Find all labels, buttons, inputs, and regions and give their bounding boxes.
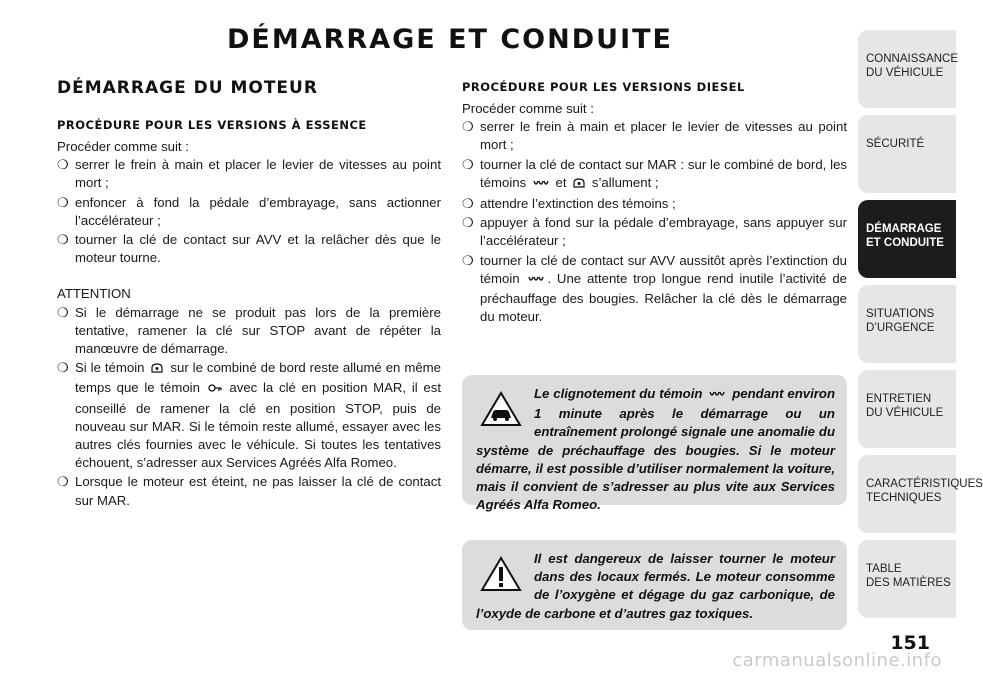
bullet-icon: ❍	[57, 232, 69, 248]
list-item: ❍ appuyer à fond sur la pédale d’embrayage, sans appuyer sur l’accélérateur ;	[462, 215, 847, 249]
bullet-icon: ❍	[57, 157, 69, 173]
list-item: ❍ serrer le frein à main et placer le levier de vitesses au point mort ;	[57, 157, 441, 191]
page-number: 151	[890, 632, 930, 654]
bullet-icon: ❍	[462, 252, 474, 268]
left-column	[57, 78, 441, 511]
subsection-title-diesel: PROCÉDURE POUR LES VERSIONS DIESEL	[462, 80, 745, 94]
caution-note-text: Le clignotement du témoin pendant environ 1 minute après le démarrage ou un entraînement prolongé signale une anomalie du système de préchauffage des bougies. Si le moteur démarre, il est possible d’utiliser normalement la voiture, mais il convient de s’adresser au plus vite aux Services Agréés Alfa Romeo.	[476, 386, 836, 513]
sidebar-item-securite[interactable]: SÉCURITÉ	[858, 115, 956, 193]
glow-plug-icon	[532, 176, 550, 194]
bullet-icon: ❍	[57, 360, 69, 376]
sidebar-item-entretien[interactable]: ENTRETIEN DU VÉHICULE	[858, 370, 956, 448]
sidebar-item-demarrage[interactable]: DÉMARRAGE ET CONDUITE	[858, 200, 956, 278]
watermark: carmanualsonline.info	[732, 650, 942, 671]
bullet-icon: ❍	[462, 196, 474, 212]
list-item: ❍ Si le témoin sur le combiné de bord reste allumé en même temps que le témoin avec la clé en position MAR, il est conseillé de ramener la clé en position STOP, puis de nouveau sur MAR. Si le témoin reste allumé, essayer avec les autres clés fournies avec le véhicule. Si toutes les tentatives échouent, s’adresser aux Services Agréés Alfa Romeo.	[57, 360, 441, 471]
bullet-icon: ❍	[57, 304, 69, 320]
list-item: ❍ tourner la clé de contact sur AVV et la relâcher dès que le moteur tourne.	[57, 232, 441, 266]
list-item: ❍ Lorsque le moteur est éteint, ne pas laisser la clé de contact sur MAR.	[57, 474, 441, 508]
right-column	[462, 80, 847, 327]
intro-text: Procéder comme suit :	[57, 139, 189, 154]
glow-plug-icon	[527, 272, 545, 290]
key-icon	[208, 381, 222, 399]
list-item: ❍ serrer le frein à main et placer le levier de vitesses au point mort ;	[462, 119, 847, 153]
sidebar-item-connaissance[interactable]: CONNAISSANCE DU VÉHICULE	[858, 30, 956, 108]
list-item: ❍ enfoncer à fond la pédale d’embrayage, sans actionner l’accélérateur ;	[57, 194, 441, 228]
sidebar-item-situations[interactable]: SITUATIONS D’URGENCE	[858, 285, 956, 363]
caution-note-box	[462, 375, 847, 513]
diesel-steps-list	[462, 118, 847, 326]
danger-note-text: Il est dangereux de laisser tourner le moteur dans des locaux fermés. Le moteur consomme de l’oxygène et dégage du gaz carbonique, de l’oxyde de carbone et d’autres gaz toxiques.	[476, 551, 835, 621]
bullet-icon: ❍	[57, 194, 69, 210]
glow-plug-icon	[708, 387, 726, 405]
petrol-steps-list	[57, 156, 441, 267]
attention-list	[57, 304, 441, 510]
subsection-title-petrol: PROCÉDURE POUR LES VERSIONS À ESSENCE	[57, 118, 367, 132]
immobilizer-icon	[150, 361, 164, 379]
immobilizer-icon	[572, 176, 586, 194]
page-title: DÉMARRAGE ET CONDUITE	[227, 24, 673, 55]
car-warning-icon	[478, 389, 524, 429]
attention-label: ATTENTION	[57, 286, 131, 302]
sidebar-item-table[interactable]: TABLE DES MATIÈRES	[858, 540, 956, 618]
bullet-icon: ❍	[462, 156, 474, 172]
list-item: ❍ Si le démarrage ne se produit pas lors de la première tentative, ramener la clé sur STOP avant de répéter la manœuvre de démarrage.	[57, 304, 441, 357]
bullet-icon: ❍	[462, 215, 474, 231]
chapter-sidebar	[858, 30, 983, 625]
list-item: ❍ tourner la clé de contact sur AVV aussitôt après l’extinction du témoin . Une attente trop longue rend inutile l’activité de préchauffage des bougies. Relâcher la clé dès le démarrage du moteur.	[462, 252, 848, 325]
bullet-icon: ❍	[57, 474, 69, 490]
intro-text: Procéder comme suit :	[462, 101, 594, 116]
danger-note-box	[462, 540, 847, 630]
warning-triangle-icon	[478, 554, 524, 594]
section-title: DÉMARRAGE DU MOTEUR	[57, 78, 318, 98]
list-item: ❍ tourner la clé de contact sur MAR : sur le combiné de bord, les témoins et s’allument ;	[462, 156, 847, 194]
bullet-icon: ❍	[462, 119, 474, 135]
sidebar-item-caracteristiques[interactable]: CARACTÉRISTIQUES TECHNIQUES	[858, 455, 956, 533]
list-item: ❍ attendre l’extinction des témoins ;	[462, 195, 847, 213]
